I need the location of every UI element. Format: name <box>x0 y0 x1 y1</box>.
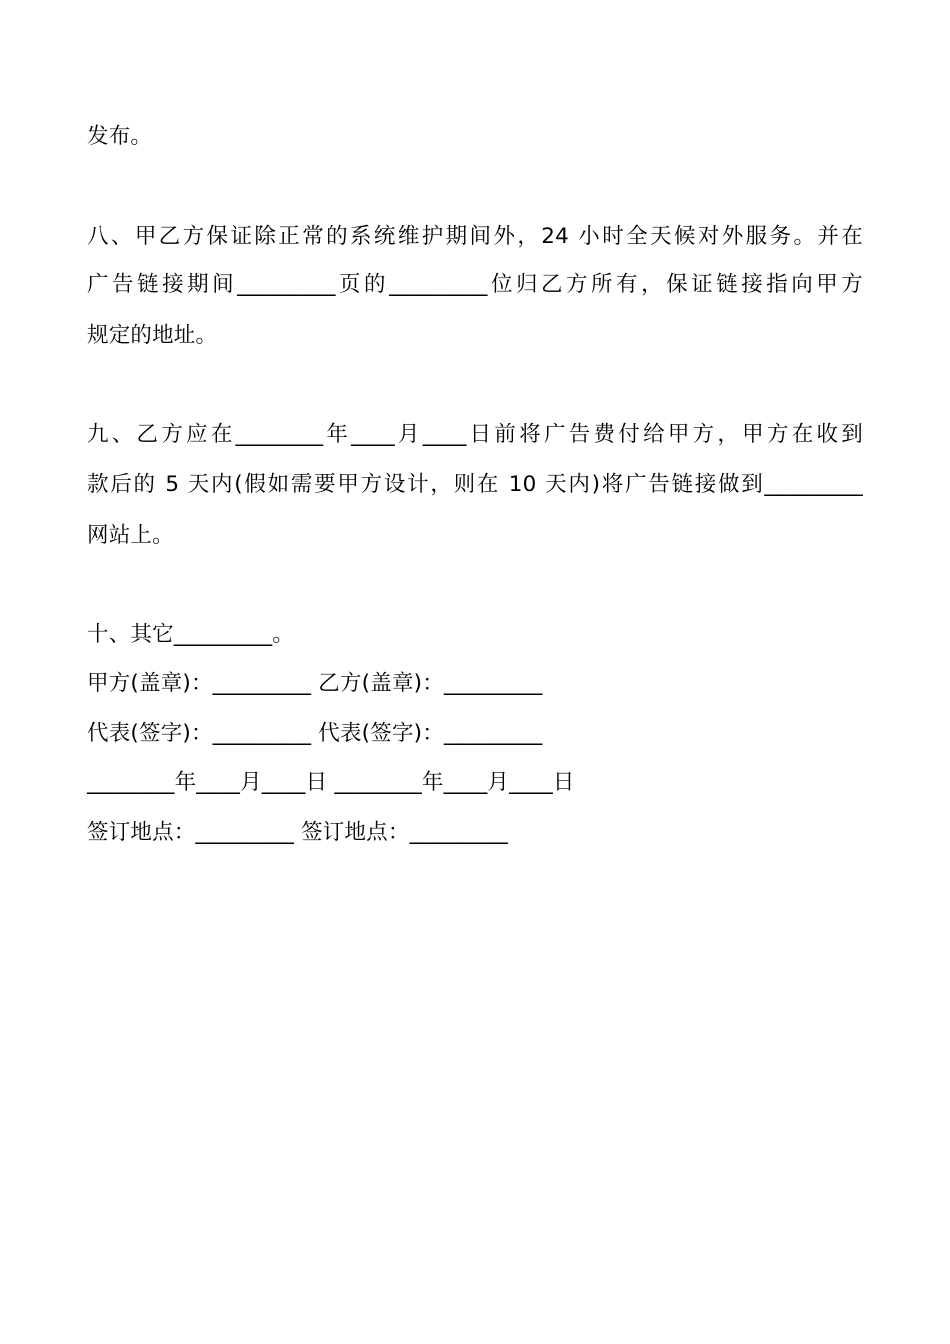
clause-7-tail: 发布。 <box>87 124 153 149</box>
clause-8-line-2: 广告链接期间_________页的_________位归乙方所有，保证链接指向甲方 <box>87 272 863 297</box>
clause-8-line-1: 八、甲乙方保证除正常的系统维护期间外，24 小时全天候对外服务。并在 <box>87 224 863 249</box>
representative-line: 代表(签字)：_________ 代表(签字)：_________ <box>87 721 543 746</box>
clause-9-line-3: 网站上。 <box>87 523 174 548</box>
seal-line: 甲方(盖章)：_________ 乙方(盖章)：_________ <box>87 671 543 696</box>
clause-9-line-2: 款后的 5 天内(假如需要甲方设计，则在 10 天内)将广告链接做到_________ <box>87 472 863 497</box>
clause-9-line-1: 九、乙方应在________年____月____日前将广告费付给甲方，甲方在收到 <box>87 422 863 447</box>
date-line: ________年____月____日 ________年____月____日 <box>87 770 575 795</box>
clause-10: 十、其它_________。 <box>87 622 295 647</box>
signing-place-line: 签订地点：_________ 签订地点：_________ <box>87 820 509 845</box>
clause-8-line-3: 规定的地址。 <box>87 323 218 348</box>
